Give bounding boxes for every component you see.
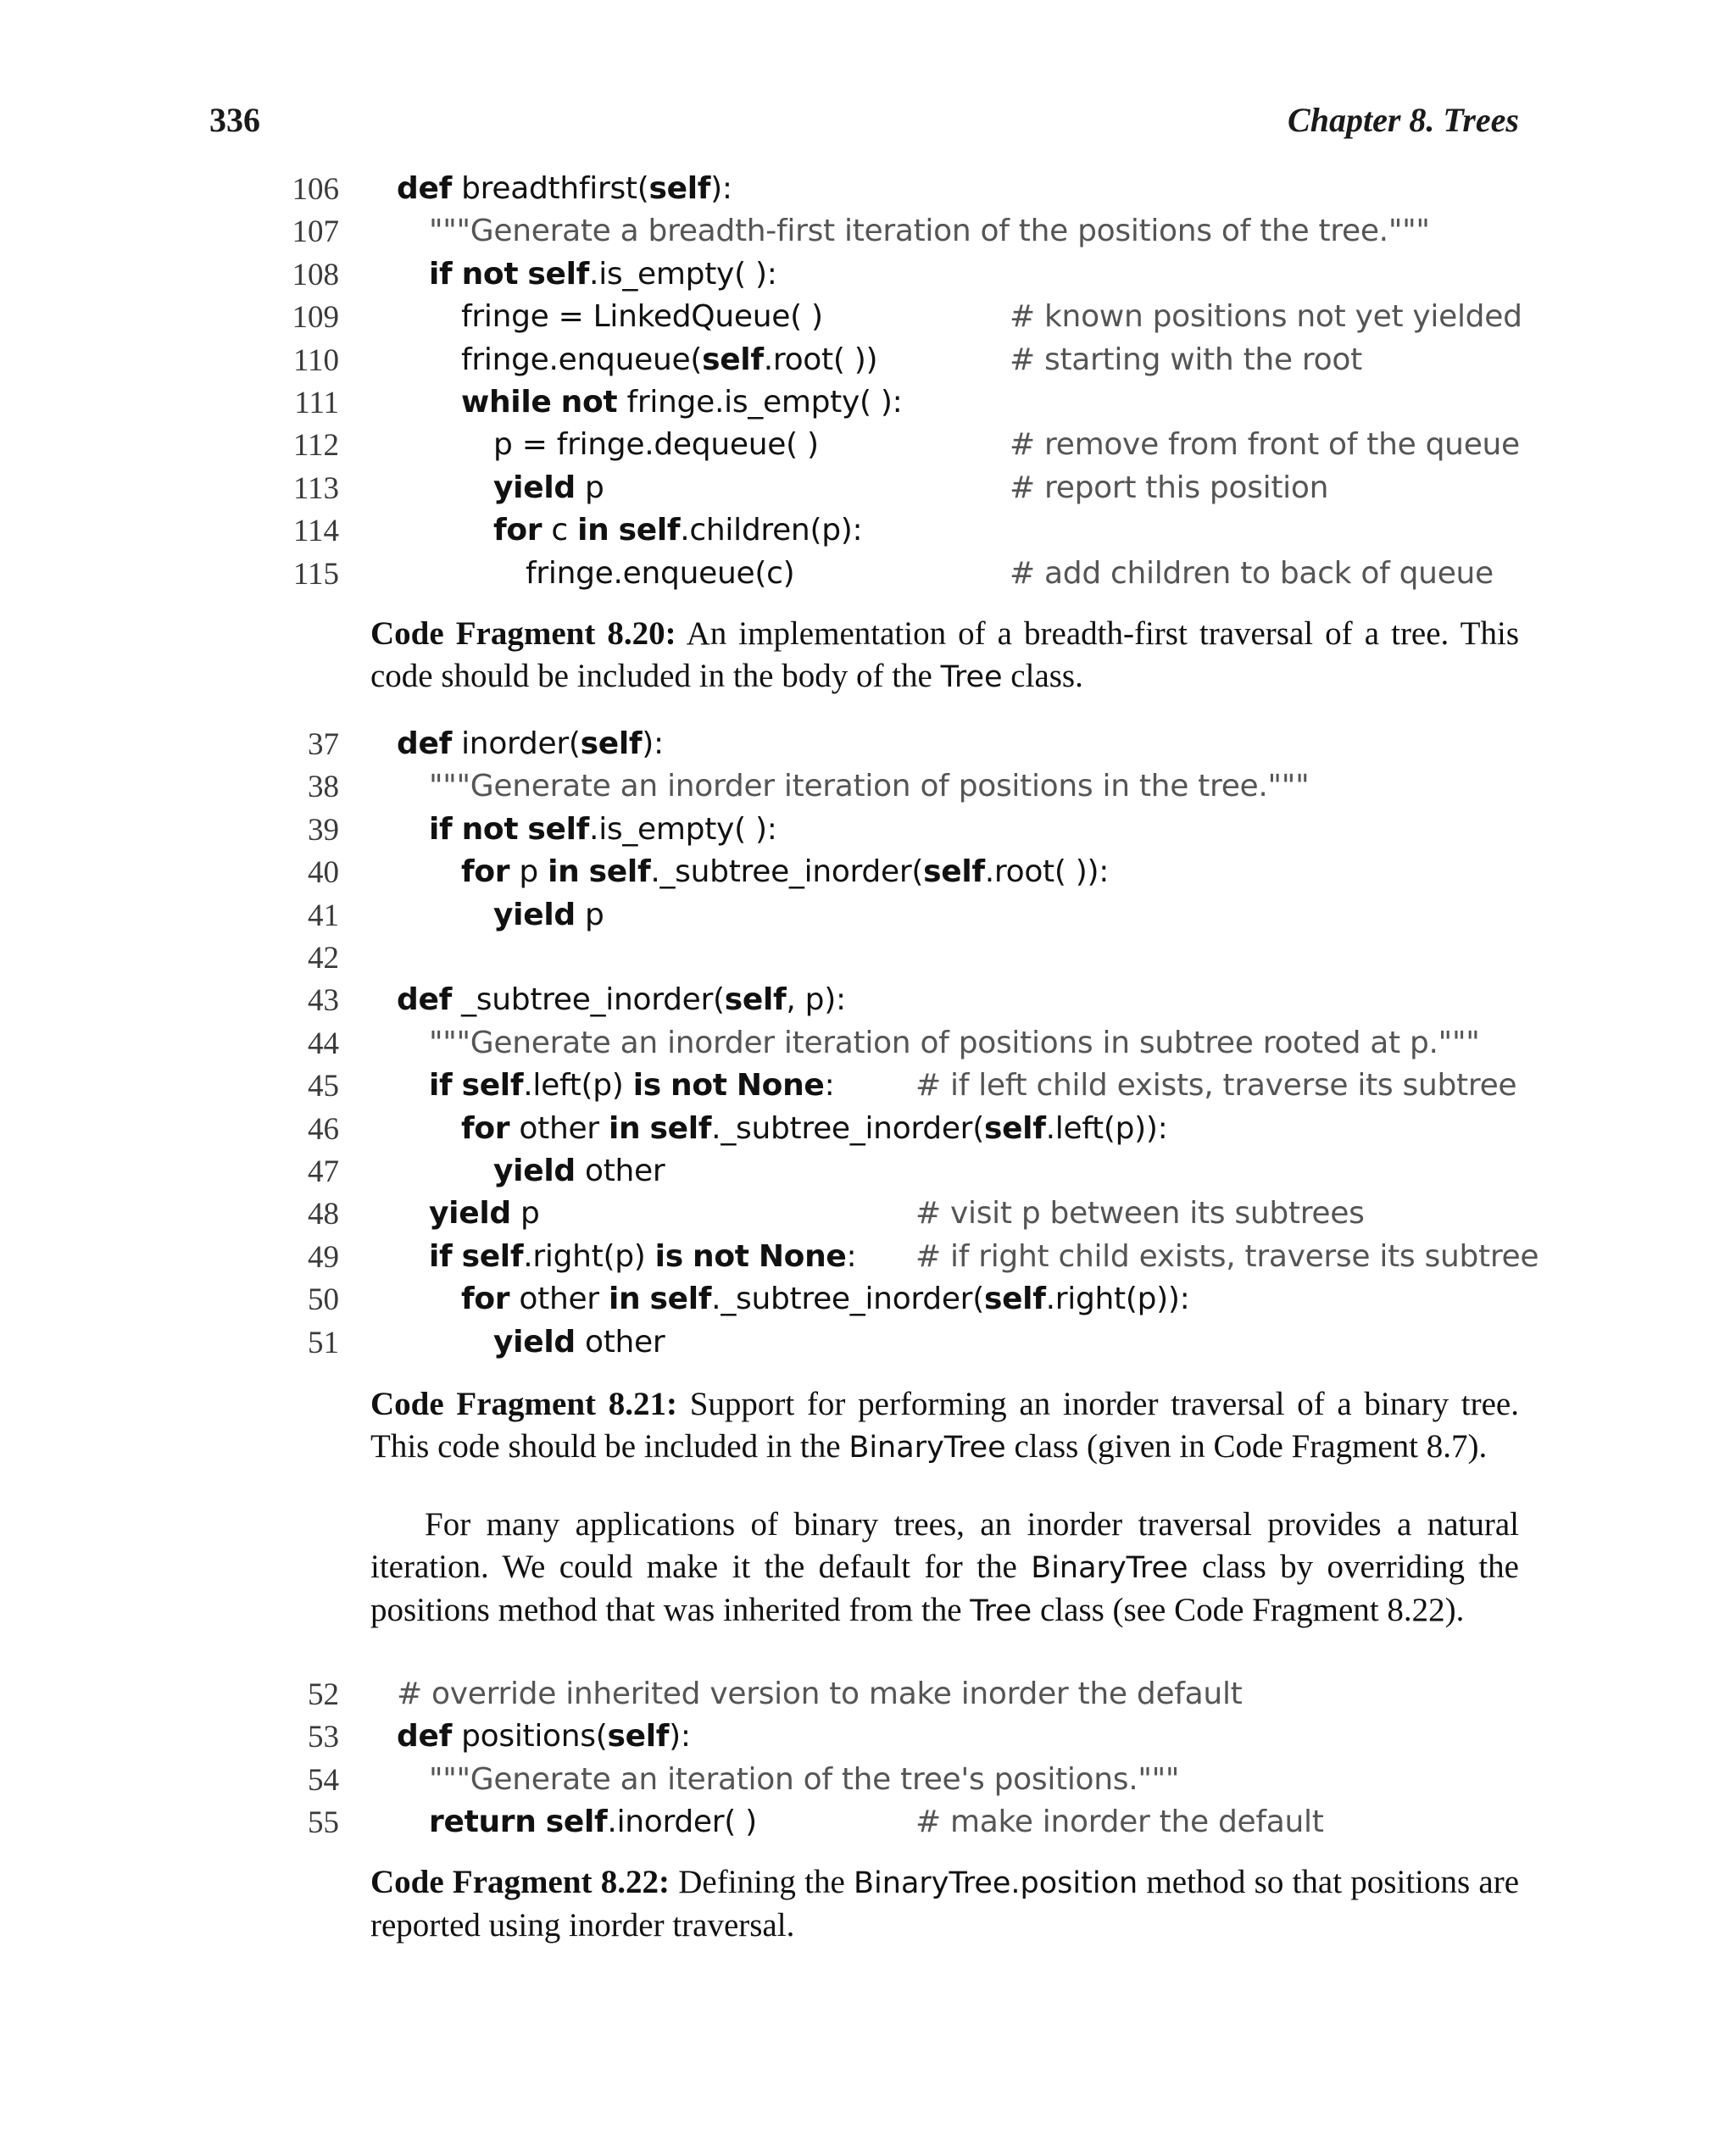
paragraph-text: class (see Code Fragment 8.22). (1032, 1592, 1465, 1628)
class-name: Tree (970, 1594, 1032, 1628)
code-text: """Generate an iteration of the tree's positions.""" (429, 1761, 1180, 1797)
code-text: # override inherited version to make inorder the default (397, 1677, 1243, 1711)
caption-class-name: Tree (940, 660, 1003, 694)
code-text: fringe.enqueue(c) (526, 555, 795, 591)
code-comment: # report this position (1010, 470, 1329, 505)
code-comment: # known positions not yet yielded (1010, 299, 1522, 335)
code-line (0, 383, 1736, 425)
caption-8-22 (370, 1861, 1519, 1947)
code-text: for other in self._subtree_inorder(self.left(p)): (461, 1110, 1168, 1146)
code-text: yield other (493, 1154, 665, 1188)
caption-label: Code Fragment 8.22: (370, 1864, 670, 1900)
code-line (0, 853, 1736, 895)
code-line (0, 1717, 1736, 1760)
code-line (0, 1323, 1736, 1365)
code-line (0, 767, 1736, 809)
line-number: 50 (308, 1282, 339, 1318)
code-line (0, 1109, 1736, 1152)
caption-text: method so that positions are reported using inorder traversal. (370, 1864, 1520, 1944)
line-number: 46 (308, 1111, 339, 1147)
caption-8-20 (370, 613, 1519, 698)
line-number: 53 (308, 1720, 339, 1755)
chapter-title: Chapter 8. Trees (1288, 101, 1519, 139)
caption-class-name: BinaryTree (849, 1431, 1006, 1465)
code-comment: # remove from front of the queue (1010, 427, 1520, 463)
line-number: 39 (308, 812, 339, 848)
code-text: for p in self._subtree_inorder(self.root( )): (461, 854, 1110, 890)
code-comment: # if left child exists, traverse its subtree (915, 1068, 1517, 1104)
code-line (0, 212, 1736, 254)
code-text: yield p (493, 470, 604, 505)
code-text: if not self.is_empty( ): (429, 256, 777, 292)
code-line (0, 1194, 1736, 1237)
caption-text: Defining the (678, 1864, 854, 1900)
paragraph-text: For many applications of binary trees, an inorder traversal provides a natural iteration. We could make it the default for the (370, 1506, 1519, 1585)
line-number: 110 (292, 342, 339, 378)
paragraph-text: class by overriding the positions method that was inherited from the (370, 1549, 1519, 1628)
caption-text: Support for performing an inorder traversal of a binary tree. This code should be included in the (370, 1386, 1519, 1465)
code-text: def _subtree_inorder(self, p): (397, 982, 846, 1018)
code-text: """Generate an inorder iteration of positions in the tree.""" (429, 769, 1310, 804)
code-text: yield p (429, 1196, 540, 1232)
code-line (0, 1760, 1736, 1803)
code-line (0, 341, 1736, 383)
code-text: yield p (493, 897, 604, 932)
code-text: fringe.enqueue(self.root( )) (461, 342, 878, 377)
code-text: if self.left(p) is not None: (429, 1068, 835, 1104)
line-number: 49 (308, 1239, 339, 1275)
caption-label: Code Fragment 8.20: (370, 615, 676, 652)
code-line (0, 170, 1736, 212)
line-number: 45 (308, 1069, 339, 1104)
line-number: 106 (292, 172, 339, 207)
caption-class-name: BinaryTree.position (854, 1866, 1138, 1900)
code-line (0, 1024, 1736, 1066)
code-line (0, 1280, 1736, 1322)
caption-text: class (given in Code Fragment 8.7). (1005, 1428, 1488, 1465)
line-number: 43 (308, 983, 339, 1019)
line-number: 108 (292, 257, 339, 292)
body-paragraph (370, 1504, 1519, 1632)
code-line (0, 469, 1736, 511)
code-text: while not fringe.is_empty( ): (461, 385, 903, 420)
code-comment: # visit p between its subtrees (915, 1196, 1365, 1232)
caption-8-21 (370, 1383, 1519, 1469)
code-line (0, 298, 1736, 340)
code-line (0, 554, 1736, 597)
line-number: 40 (308, 855, 339, 891)
line-number: 109 (292, 300, 339, 336)
code-line (0, 1237, 1736, 1280)
code-line (0, 255, 1736, 298)
line-number: 42 (308, 941, 339, 976)
code-line (0, 725, 1736, 767)
line-number: 112 (292, 428, 339, 464)
code-text: def positions(self): (397, 1719, 691, 1755)
line-number: 55 (308, 1805, 339, 1841)
code-line (0, 1066, 1736, 1109)
line-number: 41 (308, 898, 339, 933)
page-number: 336 (209, 101, 260, 139)
line-number: 107 (292, 214, 339, 250)
code-text: for other in self._subtree_inorder(self.right(p)): (461, 1282, 1190, 1317)
code-comment: # if right child exists, traverse its subtree (915, 1238, 1539, 1274)
line-number: 115 (292, 556, 339, 592)
code-text: fringe = LinkedQueue( ) (461, 299, 823, 335)
code-text: """Generate a breadth-first iteration of the positions of the tree.""" (429, 214, 1430, 249)
line-number: 44 (308, 1026, 339, 1061)
line-number: 51 (308, 1325, 339, 1360)
code-line (0, 1675, 1736, 1717)
line-number: 52 (308, 1677, 339, 1712)
running-header (209, 100, 1519, 147)
code-line (0, 511, 1736, 553)
code-comment: # make inorder the default (915, 1805, 1324, 1840)
line-number: 114 (292, 514, 339, 549)
code-text: p = fringe.dequeue( ) (493, 427, 819, 463)
caption-label: Code Fragment 8.21: (370, 1386, 677, 1422)
code-text: if not self.is_empty( ): (429, 811, 777, 847)
line-number: 54 (308, 1762, 339, 1798)
line-number: 47 (308, 1154, 339, 1189)
line-number: 37 (308, 727, 339, 762)
code-text: if self.right(p) is not None: (429, 1238, 857, 1274)
code-line (0, 425, 1736, 468)
code-comment: # starting with the root (1010, 342, 1362, 377)
code-line (0, 1803, 1736, 1845)
code-text: for c in self.children(p): (493, 513, 863, 548)
caption-text: An implementation of a breadth-first traversal of a tree. This code should be included in the body of the (370, 615, 1519, 694)
code-comment: # add children to back of queue (1010, 555, 1494, 591)
line-number: 48 (308, 1197, 339, 1232)
code-line (0, 1152, 1736, 1194)
code-line (0, 981, 1736, 1023)
line-number: 113 (292, 470, 339, 506)
code-text: """Generate an inorder iteration of positions in subtree rooted at p.""" (429, 1025, 1480, 1060)
code-text: def inorder(self): (397, 726, 664, 761)
line-number: 38 (308, 770, 339, 805)
code-line (0, 810, 1736, 853)
line-number: 111 (294, 386, 339, 420)
code-line (0, 896, 1736, 938)
code-line (0, 938, 1736, 981)
class-name: BinaryTree (1031, 1551, 1188, 1585)
code-text: def breadthfirst(self): (397, 171, 732, 206)
code-text: yield other (493, 1324, 665, 1360)
caption-text: class. (1002, 658, 1083, 694)
code-text: return self.inorder( ) (429, 1805, 757, 1840)
